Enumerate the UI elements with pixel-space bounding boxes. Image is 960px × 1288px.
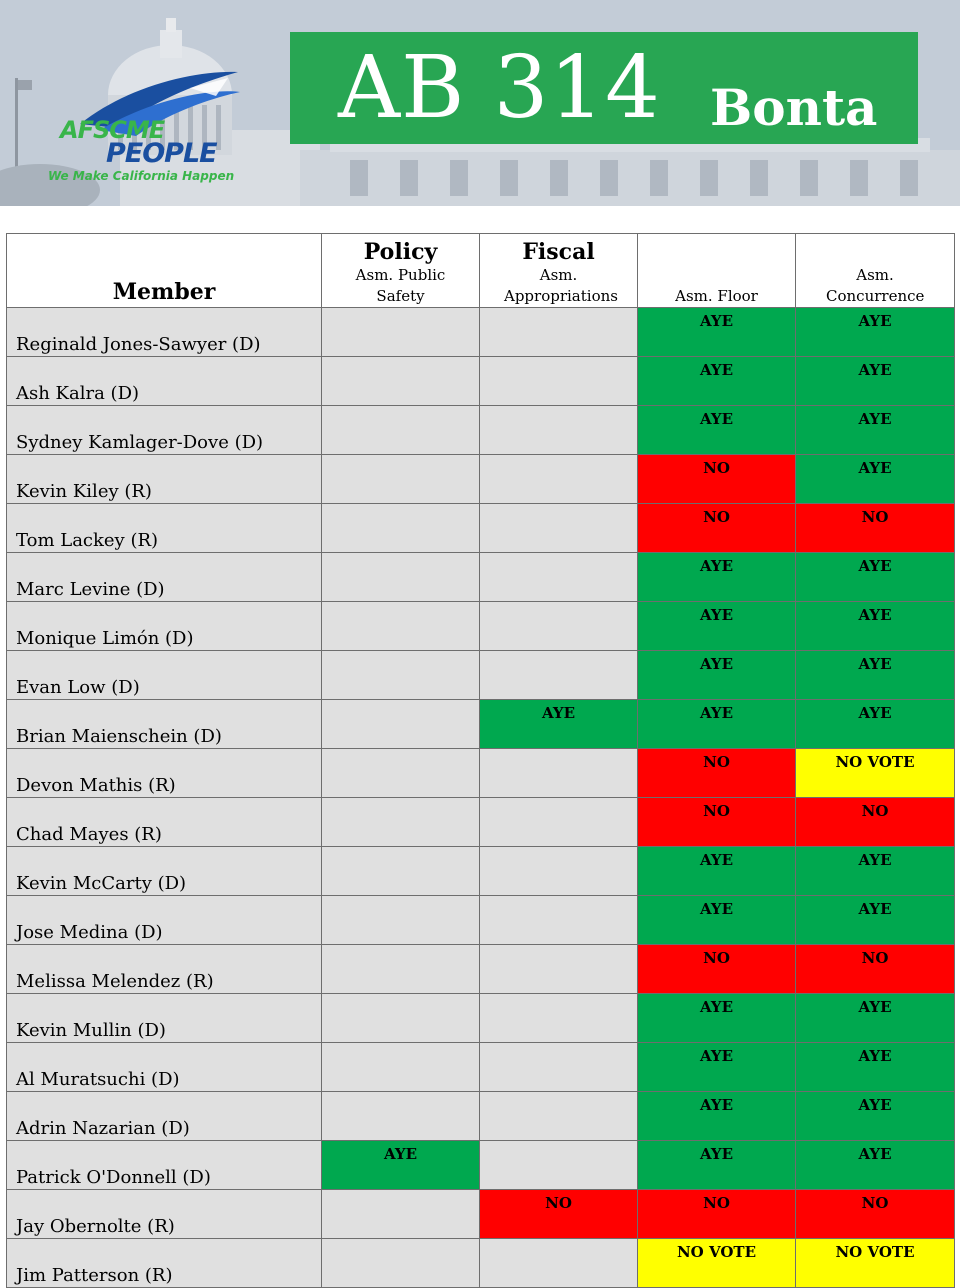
table-row: [7, 700, 955, 749]
member-name: Ash Kalra (D): [7, 357, 322, 406]
vote-cell: [480, 994, 638, 1043]
column-label: Asm. Public Safety: [355, 266, 446, 305]
vote-cell: [480, 749, 638, 798]
table-row: [7, 1239, 955, 1288]
table-header-row: [7, 234, 955, 308]
vote-cell: AYE: [638, 308, 796, 357]
table-row: [7, 504, 955, 553]
table-row: [7, 602, 955, 651]
vote-cell: [322, 847, 480, 896]
vote-cell: AYE: [638, 700, 796, 749]
member-name: Jim Patterson (R): [7, 1239, 322, 1288]
column-header-floor: [638, 234, 796, 308]
column-header-policy: [322, 234, 480, 308]
table-row: [7, 553, 955, 602]
vote-cell: AYE: [480, 700, 638, 749]
vote-cell: AYE: [796, 1092, 955, 1141]
vote-cell: [480, 308, 638, 357]
table-row: [7, 798, 955, 847]
vote-cell: NO VOTE: [638, 1239, 796, 1288]
vote-cell: NO: [638, 749, 796, 798]
column-label: Asm. Appropriations: [504, 266, 618, 305]
vote-cell: AYE: [796, 455, 955, 504]
vote-cell: NO: [638, 455, 796, 504]
vote-cell: AYE: [638, 847, 796, 896]
vote-cell: AYE: [796, 357, 955, 406]
header-banner: [0, 0, 960, 206]
member-name: Adrin Nazarian (D): [7, 1092, 322, 1141]
vote-cell: NO: [638, 1190, 796, 1239]
table-row: [7, 1190, 955, 1239]
vote-cell: [480, 1239, 638, 1288]
vote-cell: [480, 553, 638, 602]
table-row: [7, 994, 955, 1043]
vote-cell: [322, 406, 480, 455]
column-header-concurrence: [796, 234, 955, 308]
vote-cell: AYE: [796, 651, 955, 700]
table-row: [7, 308, 955, 357]
member-name: Devon Mathis (R): [7, 749, 322, 798]
vote-cell: NO: [796, 798, 955, 847]
member-name: Jay Obernolte (R): [7, 1190, 322, 1239]
member-name: Melissa Melendez (R): [7, 945, 322, 994]
member-name: Brian Maienschein (D): [7, 700, 322, 749]
vote-cell: NO VOTE: [796, 749, 955, 798]
vote-cell: [322, 798, 480, 847]
member-column-header: Member: [7, 234, 322, 308]
vote-cell: AYE: [638, 406, 796, 455]
vote-cell: AYE: [796, 553, 955, 602]
member-name: Jose Medina (D): [7, 896, 322, 945]
column-category: Fiscal: [522, 239, 595, 265]
vote-cell: AYE: [796, 994, 955, 1043]
vote-cell: AYE: [638, 994, 796, 1043]
member-name: Patrick O'Donnell (D): [7, 1141, 322, 1190]
vote-cell: [480, 1092, 638, 1141]
vote-cell: [322, 700, 480, 749]
member-name: Kevin Kiley (R): [7, 455, 322, 504]
vote-cell: NO: [480, 1190, 638, 1239]
member-name: Reginald Jones-Sawyer (D): [7, 308, 322, 357]
table-row: [7, 749, 955, 798]
vote-cell: AYE: [796, 406, 955, 455]
vote-cell: AYE: [638, 651, 796, 700]
vote-cell: [480, 406, 638, 455]
vote-cell: [322, 357, 480, 406]
vote-cell: AYE: [796, 896, 955, 945]
vote-cell: [322, 455, 480, 504]
vote-cell: AYE: [638, 553, 796, 602]
vote-cell: NO VOTE: [796, 1239, 955, 1288]
vote-cell: NO: [638, 945, 796, 994]
member-name: Marc Levine (D): [7, 553, 322, 602]
vote-cell: AYE: [796, 700, 955, 749]
member-name: Kevin Mullin (D): [7, 994, 322, 1043]
vote-cell: [322, 602, 480, 651]
vote-cell: [322, 1190, 480, 1239]
vote-cell: AYE: [796, 1043, 955, 1092]
vote-cell: NO: [796, 945, 955, 994]
member-name: Tom Lackey (R): [7, 504, 322, 553]
table-row: [7, 896, 955, 945]
vote-cell: [480, 357, 638, 406]
vote-cell: [480, 945, 638, 994]
vote-cell: AYE: [796, 602, 955, 651]
vote-cell: [480, 896, 638, 945]
member-name: Sydney Kamlager-Dove (D): [7, 406, 322, 455]
vote-cell: AYE: [638, 1043, 796, 1092]
vote-cell: [322, 945, 480, 994]
vote-table-body: [7, 308, 955, 1288]
member-name: Evan Low (D): [7, 651, 322, 700]
logo-tagline: We Make California Happen: [48, 169, 235, 183]
vote-cell: [480, 847, 638, 896]
title-box: [290, 32, 918, 144]
member-name: Chad Mayes (R): [7, 798, 322, 847]
logo-line2: PEOPLE: [106, 138, 217, 169]
vote-cell: [480, 504, 638, 553]
vote-cell: [322, 1092, 480, 1141]
vote-cell: [322, 1043, 480, 1092]
vote-cell: [480, 798, 638, 847]
vote-cell: [322, 994, 480, 1043]
column-category: Policy: [363, 239, 438, 265]
table-row: [7, 406, 955, 455]
vote-cell: [480, 1043, 638, 1092]
vote-cell: [322, 749, 480, 798]
vote-cell: NO: [796, 1190, 955, 1239]
vote-cell: [322, 308, 480, 357]
vote-cell: [322, 553, 480, 602]
column-label: Asm. Floor: [675, 287, 758, 305]
vote-cell: NO: [638, 504, 796, 553]
vote-cell: NO: [638, 798, 796, 847]
vote-cell: AYE: [796, 1141, 955, 1190]
table-row: [7, 1141, 955, 1190]
vote-cell: [480, 455, 638, 504]
column-label: Asm. Concurrence: [826, 266, 925, 305]
vote-cell: AYE: [638, 1141, 796, 1190]
vote-cell: [480, 602, 638, 651]
vote-cell: AYE: [322, 1141, 480, 1190]
vote-table: [6, 233, 955, 1288]
table-row: [7, 1092, 955, 1141]
table-row: [7, 651, 955, 700]
member-name: Al Muratsuchi (D): [7, 1043, 322, 1092]
table-row: [7, 945, 955, 994]
vote-cell: [322, 504, 480, 553]
vote-cell: NO: [796, 504, 955, 553]
vote-cell: AYE: [638, 602, 796, 651]
vote-cell: [322, 1239, 480, 1288]
logo-line1: AFSCME: [60, 116, 165, 144]
vote-cell: AYE: [638, 896, 796, 945]
vote-cell: [322, 896, 480, 945]
vote-cell: AYE: [638, 357, 796, 406]
afscme-people-logo: [40, 66, 290, 196]
table-row: [7, 1043, 955, 1092]
bill-author: Bonta: [710, 78, 878, 137]
vote-cell: AYE: [796, 308, 955, 357]
column-header-fiscal: [480, 234, 638, 308]
vote-cell: AYE: [638, 1092, 796, 1141]
vote-cell: [322, 651, 480, 700]
member-name: Monique Limón (D): [7, 602, 322, 651]
vote-cell: AYE: [796, 847, 955, 896]
member-name: Kevin McCarty (D): [7, 847, 322, 896]
vote-cell: [480, 651, 638, 700]
table-row: [7, 357, 955, 406]
table-row: [7, 455, 955, 504]
vote-cell: [480, 1141, 638, 1190]
bill-number: AB 314: [338, 38, 661, 138]
table-row: [7, 847, 955, 896]
